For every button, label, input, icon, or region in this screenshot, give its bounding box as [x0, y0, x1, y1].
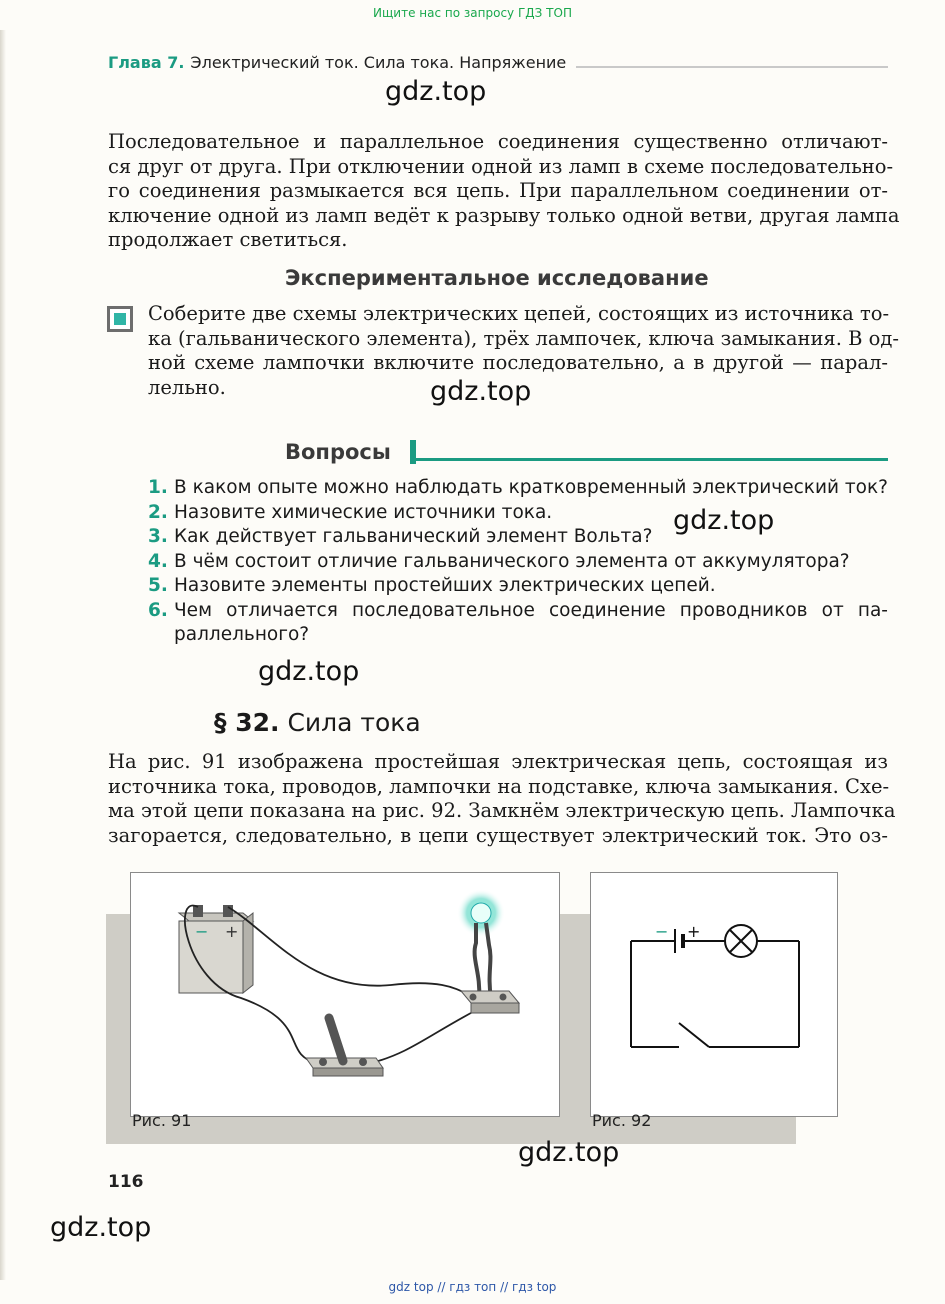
- text-line: го соединения размыкается вся цепь. При параллельном соединении от-: [108, 179, 888, 202]
- circuit-illustration: [131, 873, 558, 1115]
- open-switch: [679, 1023, 709, 1047]
- experiment-title: Экспериментальное исследование: [285, 266, 709, 290]
- figure-91-caption: Рис. 91: [132, 1111, 192, 1130]
- chapter-title: Электрический ток. Сила тока. Напряжение: [190, 52, 567, 72]
- wire: [371, 1005, 486, 1063]
- watermark: gdz.top: [258, 656, 360, 687]
- question-item: [148, 476, 888, 501]
- paragraph-title: [214, 708, 421, 737]
- experiment-icon: [107, 306, 133, 332]
- paragraph-text: [108, 750, 896, 848]
- figure-92: [590, 872, 838, 1117]
- figure-92-caption: Рис. 92: [592, 1111, 652, 1130]
- question-item: [148, 599, 888, 624]
- text-line: ной схеме лампочки включите последовательно, а в другой — парал-: [148, 351, 888, 374]
- paragraph-name: Сила тока: [287, 708, 421, 737]
- question-number: 5.: [148, 575, 168, 596]
- question-list: [148, 476, 888, 648]
- watermark: gdz.top: [385, 76, 487, 107]
- question-text: Чем отличается последовательное соединение проводников от па-: [174, 599, 888, 621]
- schema-plus: +: [687, 922, 701, 941]
- top-search-note[interactable]: Ищите нас по запросу ГДЗ ТОП: [373, 6, 572, 20]
- bottom-links[interactable]: gdz top // гдз топ // гдз top: [388, 1280, 557, 1294]
- text-line: ся друг от друга. При отключении одной из ламп в схеме последовательно-: [108, 154, 894, 178]
- question-number: 3.: [148, 526, 168, 547]
- question-item: [148, 525, 888, 550]
- question-text: В чём состоит отличие гальванического элемента от аккумулятора?: [174, 550, 850, 572]
- question-number: 4.: [148, 550, 168, 572]
- text-line: продолжает светиться.: [108, 228, 348, 251]
- text-line: На рис. 91 изображена простейшая электрическая цепь, состоящая из: [108, 750, 888, 773]
- battery-minus: −: [195, 922, 209, 941]
- question-number: 2.: [148, 501, 168, 523]
- questions-rule: [416, 458, 888, 461]
- text-line: загорается, следовательно, в цепи существует электрический ток. Это оз-: [108, 823, 888, 847]
- question-text: Назовите элементы простейших электрических цепей.: [174, 575, 716, 596]
- question-number: 6.: [148, 599, 168, 621]
- question-item: [148, 574, 888, 599]
- text-line: Соберите две схемы электрических цепей, состоящих из источника то-: [148, 302, 890, 325]
- question-text: раллельного?: [174, 624, 310, 645]
- text-line: ка (гальванического элемента), трёх лампочек, ключа замыкания. В од-: [148, 326, 899, 350]
- question-text: Как действует гальванический элемент Вольта?: [174, 526, 653, 547]
- watermark: gdz.top: [50, 1212, 152, 1243]
- text-line: источника тока, проводов, лампочки на подставке, ключа замыкания. Схе-: [108, 774, 890, 798]
- schema-minus: −: [655, 922, 669, 941]
- question-number: 1.: [148, 477, 168, 498]
- page-edge-shadow: [0, 30, 6, 1280]
- text-line: ключение одной из ламп ведёт к разрыву только одной ветви, другая лампа: [108, 203, 900, 227]
- watermark: gdz.top: [673, 505, 775, 536]
- text-line: ма этой цепи показана на рис. 92. Замкнём электрическую цепь. Лампочка: [108, 799, 896, 822]
- text-line: лельно.: [148, 375, 226, 399]
- text-line: Последовательное и параллельное соединения существенно отличают-: [108, 130, 888, 153]
- battery-plus: +: [225, 922, 239, 941]
- question-text: В каком опыте можно наблюдать кратковременный электрический ток?: [174, 477, 888, 498]
- switch-icon: [306, 1018, 383, 1076]
- watermark: gdz.top: [518, 1137, 620, 1168]
- watermark: gdz.top: [430, 376, 532, 407]
- battery-icon: [179, 905, 253, 993]
- question-item: [148, 550, 888, 575]
- wire: [228, 907, 476, 998]
- questions-title: Вопросы: [285, 440, 391, 464]
- page-number: 116: [108, 1172, 144, 1192]
- chapter-header: [108, 51, 888, 73]
- header-rule: [576, 65, 888, 68]
- paragraph-number: § 32.: [214, 708, 280, 737]
- chapter-number: Глава 7.: [108, 52, 185, 72]
- question-item-continuation: [148, 623, 888, 648]
- intro-paragraph: [108, 130, 900, 253]
- lamp-icon: [457, 889, 519, 1013]
- circuit-schematic: [591, 873, 836, 1115]
- question-item: [148, 501, 888, 526]
- question-text: Назовите химические источники тока.: [174, 501, 553, 523]
- figure-91: [130, 872, 560, 1117]
